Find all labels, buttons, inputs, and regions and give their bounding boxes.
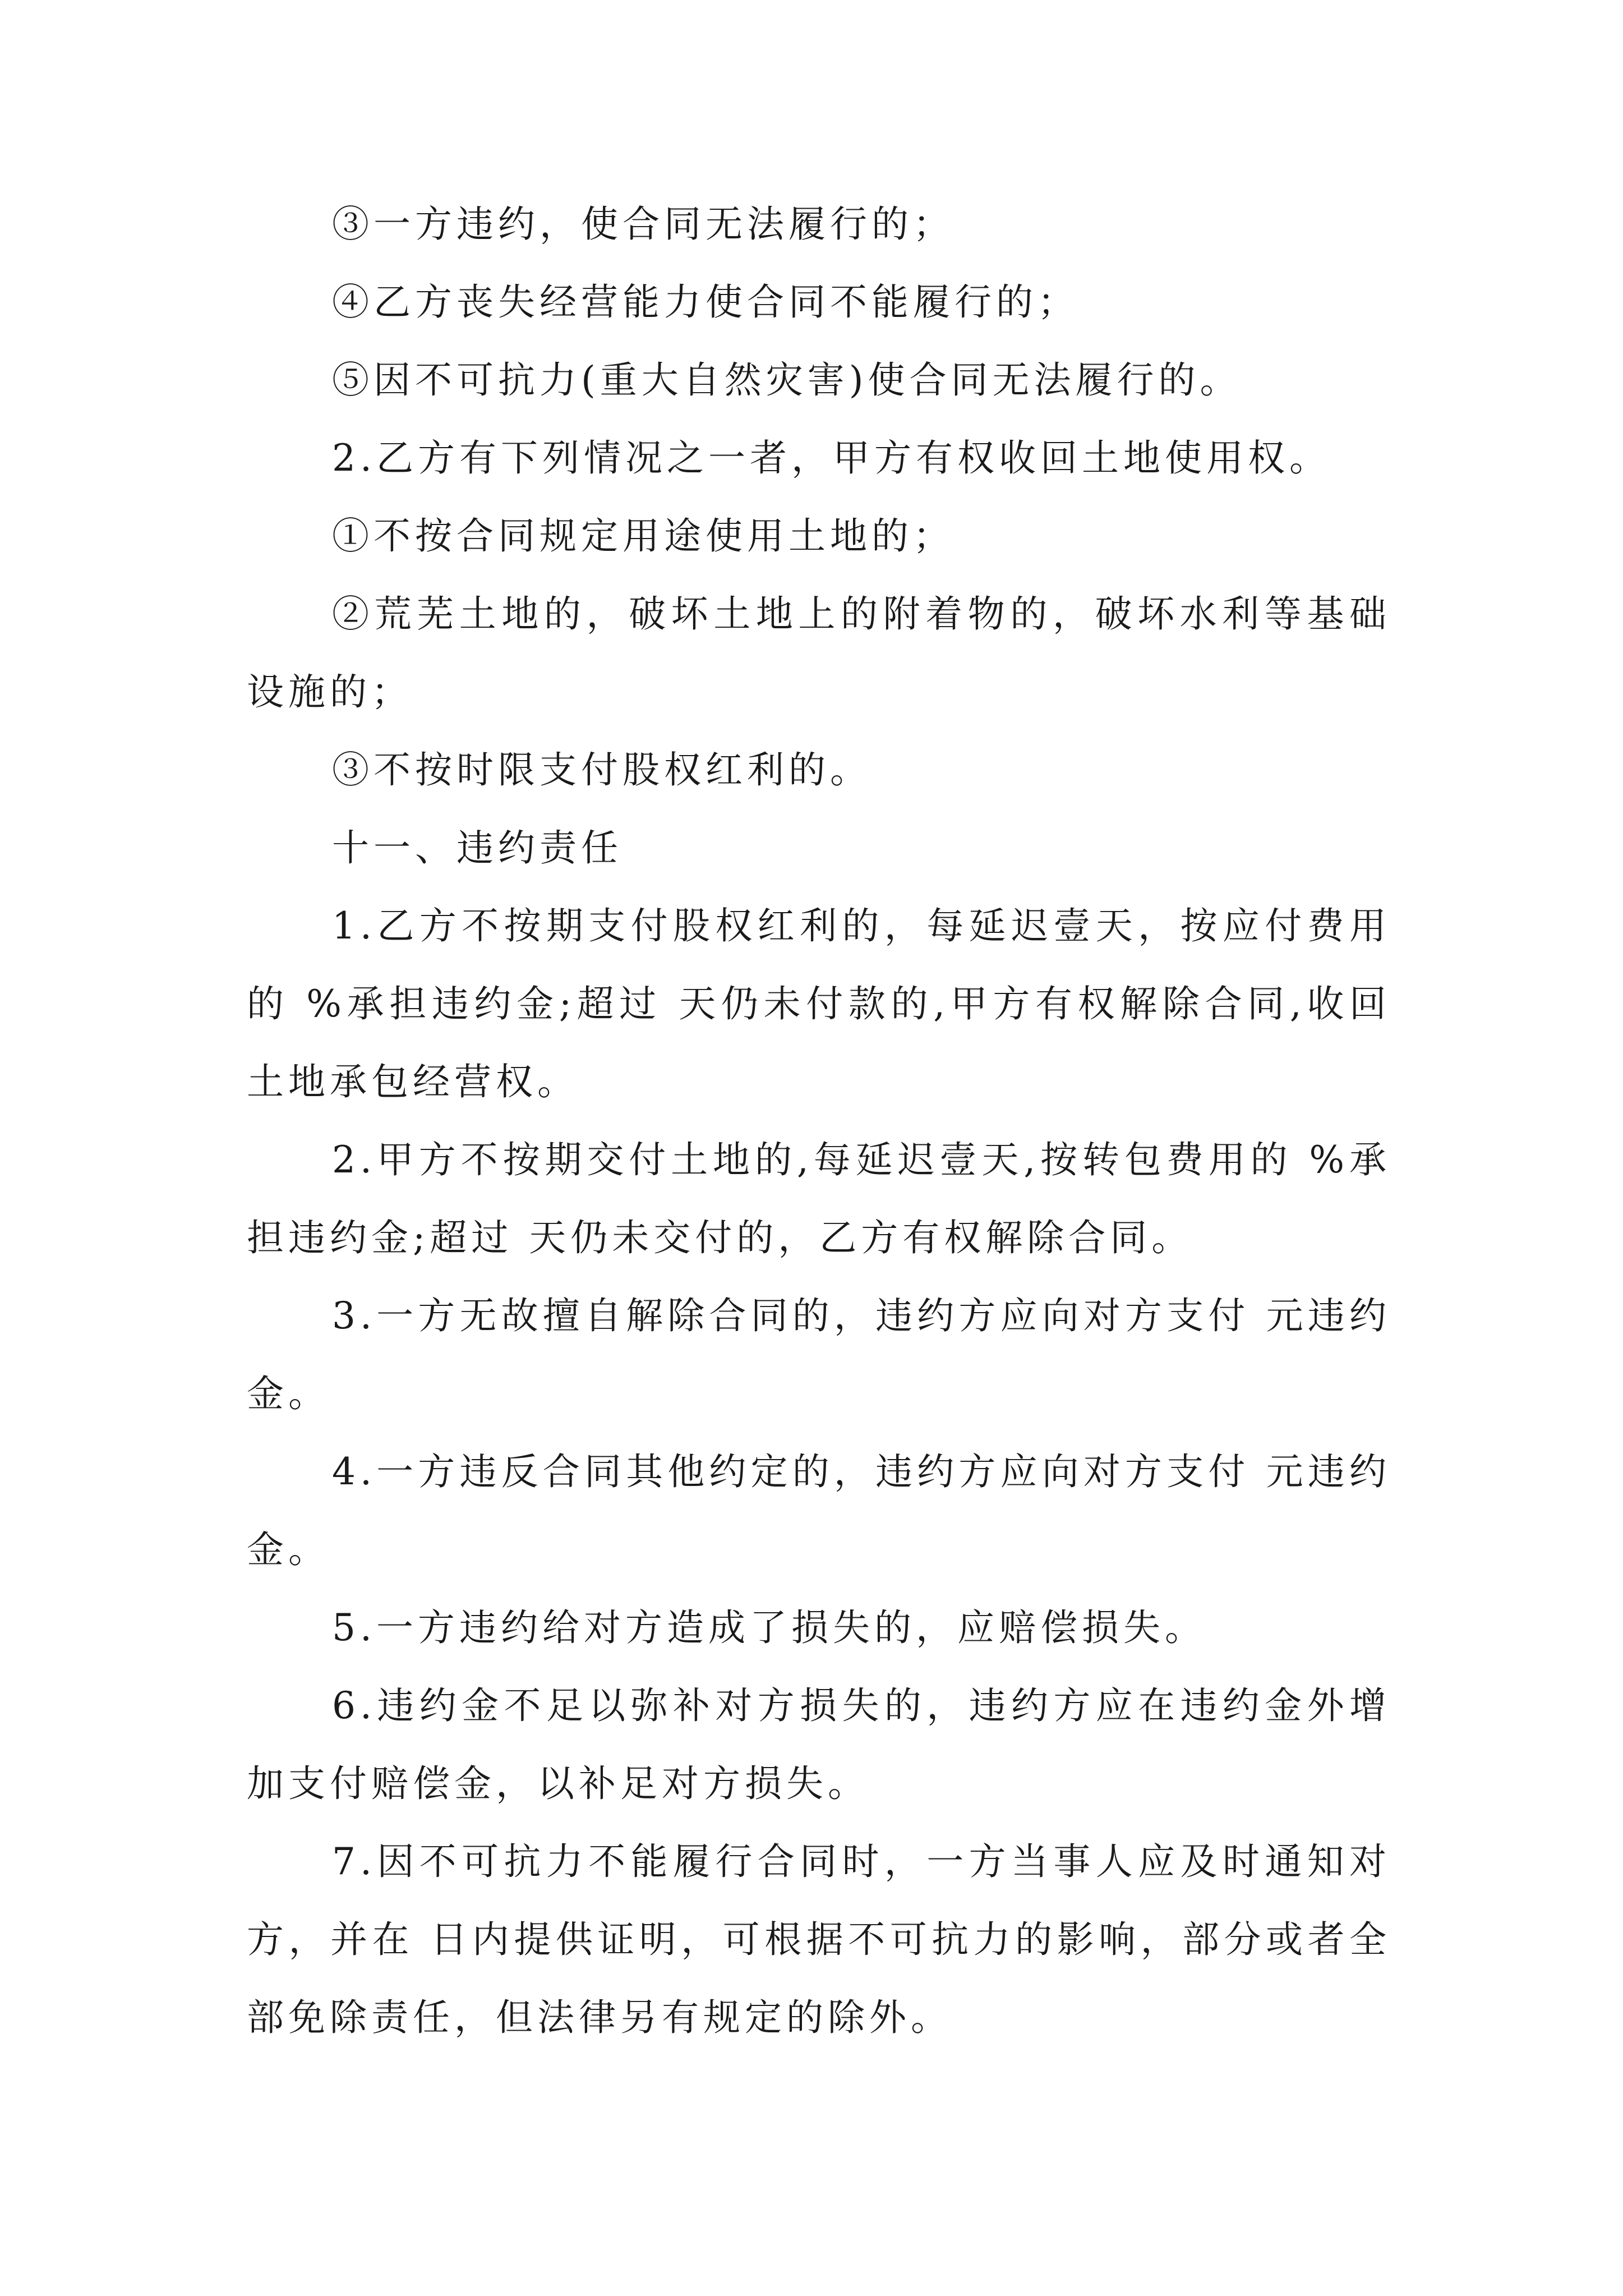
paragraph-liability-5: 5.一方违约给对方造成了损失的，应赔偿损失。	[332, 1606, 1206, 1649]
paragraph-item-2-damage: ②荒芜土地的，破坏土地上的附着物的，破坏水利等基础设施的；	[247, 592, 1391, 714]
paragraph-liability-7: 7.因不可抗力不能履行合同时，一方当事人应及时通知对方，并在 日内提供证明，可根据不可抗力的影响，部分或者全部免除责任，但法律另有规定的除外。	[247, 1840, 1391, 2039]
paragraph-item-3-late-dividend: ③不按时限支付股权红利的。	[332, 748, 872, 792]
paragraph-item-3-breach: ③一方违约，使合同无法履行的；	[332, 203, 955, 246]
paragraph-item-4-incapacity: ④乙方丧失经营能力使合同不能履行的；	[332, 280, 1079, 324]
paragraph-item-5-force-majeure: ⑤因不可抗力(重大自然灾害)使合同无法履行的。	[332, 358, 1242, 402]
paragraph-liability-6: 6.违约金不足以弥补对方损失的，违约方应在违约金外增加支付赔偿金，以补足对方损失。	[247, 1684, 1391, 1805]
paragraph-liability-1: 1.乙方不按期支付股权红利的，每延迟壹天，按应付费用的 %承担违约金;超过 天仍未付款的,甲方有权解除合同,收回土地承包经营权。	[247, 904, 1391, 1103]
paragraph-liability-3: 3.一方无故擅自解除合同的，违约方应向对方支付 元违约金。	[247, 1294, 1391, 1415]
paragraph-liability-4: 4.一方违反合同其他约定的，违约方应向对方支付 元违约金。	[247, 1450, 1391, 1571]
paragraph-item-1-misuse: ①不按合同规定用途使用土地的；	[332, 514, 955, 558]
document-body	[247, 185, 1391, 2056]
paragraph-clause-2-reclaim: 2.乙方有下列情况之一者，甲方有权收回土地使用权。	[332, 436, 1331, 480]
paragraph-liability-2: 2.甲方不按期交付土地的,每延迟壹天,按转包费用的 %承担违约金;超过 天仍未交付的，乙方有权解除合同。	[247, 1138, 1391, 1259]
section-heading-liability: 十一、违约责任	[332, 826, 623, 869]
